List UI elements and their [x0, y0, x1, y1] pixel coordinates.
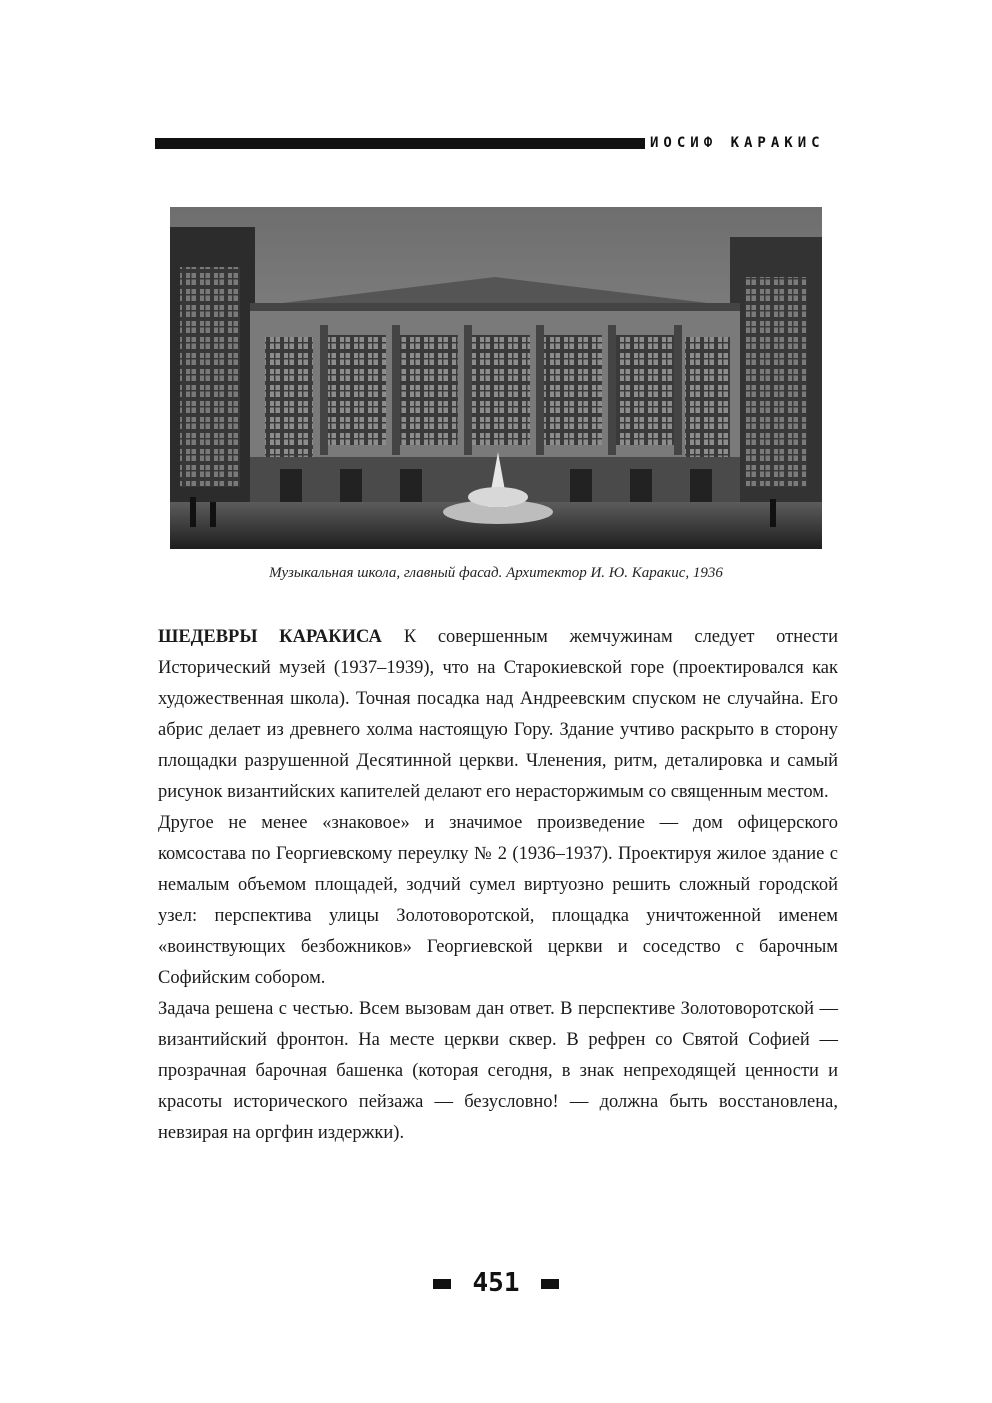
footer-bar-right — [541, 1279, 559, 1289]
facade-illustration — [170, 207, 822, 549]
section-heading: ШЕДЕВРЫ КАРАКИСА — [158, 627, 382, 647]
building-photo — [170, 207, 822, 549]
article-body — [158, 622, 838, 1149]
paragraph-1 — [158, 622, 838, 808]
paragraph-2: Другое не менее «знаковое» и значимое произведение — дом офицерского комсостава по Георгиевскому переулку № 2 (1936–1937). Проектируя жилое здание с немалым объемом площадей, зодчий сумел виртуозно решить сложный городской узел: перспектива улицы Золотоворотской, площадка уничтоженной именем «воинствующих безбожников» Георгиевской церкви и соседство с барочным Софийским собором. — [158, 813, 838, 988]
footer-bar-left — [433, 1279, 451, 1289]
page-number: 451 — [472, 1268, 520, 1298]
running-title: ИОСИФ КАРАКИС — [650, 135, 825, 151]
paragraph-1-text: К совершенным жемчужинам следует отнести Исторический музей (1937–1939), что на Старокиевской горе (проектировался как художественная школа). Точная посадка над Андреевским спуском не случайна. Его абрис делает из древнего холма настоящую Гору. Здание учтиво раскрыто в сторону площадки разрушенной Десятинной церкви. Членения, ритм, деталировка и самый рисунок византийских капителей делают его нерасторжимым со священным местом. — [158, 627, 838, 802]
figure-caption: Музыкальная школа, главный фасад. Архитектор И. Ю. Каракис, 1936 — [269, 565, 723, 581]
paragraph-3: Задача решена с честью. Всем вызовам дан ответ. В перспективе Золотоворотской — византийский фронтон. На месте церкви сквер. В рефрен со Святой Софией — прозрачная барочная башенка (которая сегодня, в знак непреходящей ценности и красоты исторического пейзажа — безусловно! — должна быть восстановлена, невзирая на оргфин издержки). — [158, 999, 838, 1143]
header-rule — [155, 138, 645, 149]
page-footer — [0, 1268, 992, 1298]
